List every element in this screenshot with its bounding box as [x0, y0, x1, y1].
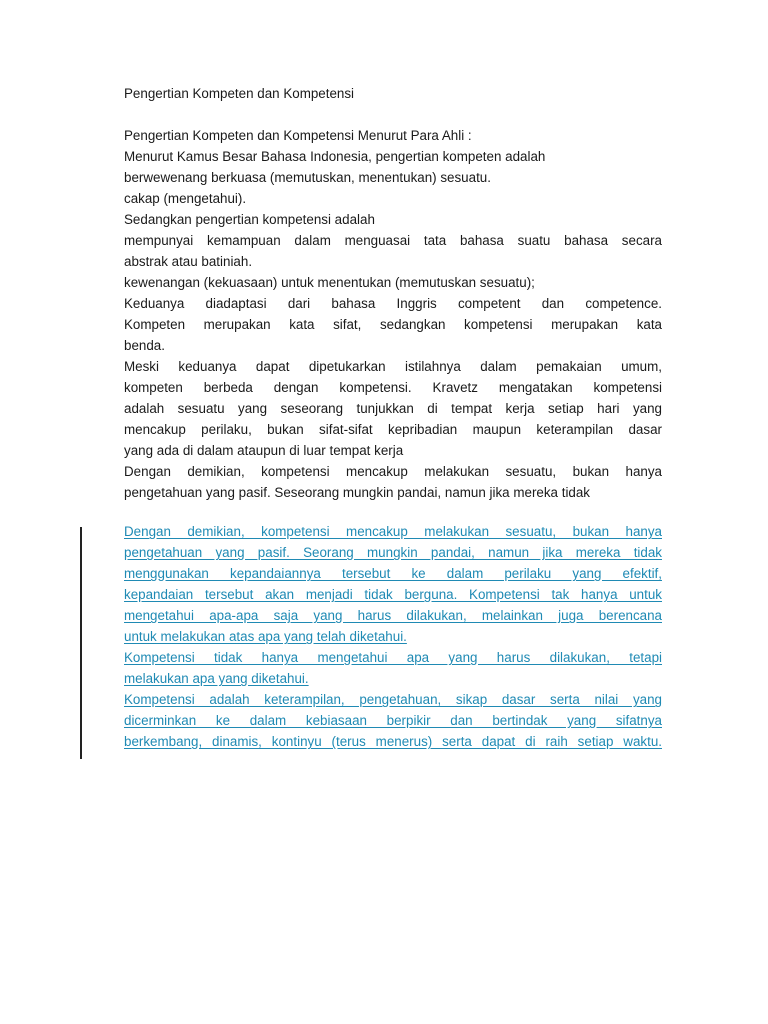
link-line[interactable]: dicerminkan ke dalam kebiasaan berpikir dan bertindak yang sifatnya — [124, 713, 662, 728]
paragraph-line: Sedangkan pengertian kompetensi adalah — [124, 212, 375, 227]
change-bar — [80, 527, 82, 759]
paragraph-line: kompeten berbeda dengan kompetensi. Kravetz mengatakan kompetensi — [124, 380, 662, 395]
paragraph-line: Kompeten merupakan kata sifat, sedangkan kompetensi merupakan kata — [124, 317, 662, 332]
paragraph-line: mempunyai kemampuan dalam menguasai tata bahasa suatu bahasa secara — [124, 233, 662, 248]
link-line[interactable]: untuk melakukan atas apa yang telah diketahui. — [124, 629, 407, 644]
document-page — [124, 83, 662, 752]
link-line[interactable]: Dengan demikian, kompetensi mencakup melakukan sesuatu, bukan hanya — [124, 524, 662, 539]
paragraph-line: benda. — [124, 338, 165, 353]
link-line[interactable]: melakukan apa yang diketahui. — [124, 671, 309, 686]
link-line[interactable]: mengetahui apa-apa saja yang harus dilakukan, melainkan juga berencana — [124, 608, 662, 623]
link-line[interactable]: berkembang, dinamis, kontinyu (terus menerus) serta dapat di raih setiap waktu. — [124, 734, 662, 749]
paragraph-line: Dengan demikian, kompetensi mencakup melakukan sesuatu, bukan hanya — [124, 464, 662, 479]
paragraph-line: berwewenang berkuasa (memutuskan, menentukan) sesuatu. — [124, 170, 491, 185]
link-line[interactable]: menggunakan kepandaiannya tersebut ke dalam perilaku yang efektif, — [124, 566, 662, 581]
paragraph-line: Pengertian Kompeten dan Kompetensi Menurut Para Ahli : — [124, 128, 472, 143]
link-line[interactable]: pengetahuan yang pasif. Seorang mungkin pandai, namun jika mereka tidak — [124, 545, 662, 560]
paragraph-line: Meski keduanya dapat dipetukarkan istilahnya dalam pemakaian umum, — [124, 359, 662, 374]
paragraph-line: Keduanya diadaptasi dari bahasa Inggris competent dan competence. — [124, 296, 662, 311]
paragraph-line: pengetahuan yang pasif. Seseorang mungkin pandai, namun jika mereka tidak — [124, 485, 591, 500]
body-text — [124, 125, 662, 503]
link-line[interactable]: kepandaian tersebut akan menjadi tidak berguna. Kompetensi tak hanya untuk — [124, 587, 662, 602]
paragraph-line: yang ada di dalam ataupun di luar tempat kerja — [124, 443, 404, 458]
hyperlinked-text — [124, 521, 662, 752]
paragraph-line: mencakup perilaku, bukan sifat-sifat kepribadian maupun keterampilan dasar — [124, 422, 662, 437]
paragraph-line: adalah sesuatu yang seseorang tunjukkan di tempat kerja setiap hari yang — [124, 401, 662, 416]
paragraph-line: Menurut Kamus Besar Bahasa Indonesia, pengertian kompeten adalah — [124, 149, 546, 164]
link-line[interactable]: Kompetensi adalah keterampilan, pengetahuan, sikap dasar serta nilai yang — [124, 692, 662, 707]
paragraph-line: kewenangan (kekuasaan) untuk menentukan (memutuskan sesuatu); — [124, 275, 535, 290]
link-line[interactable]: Kompetensi tidak hanya mengetahui apa yang harus dilakukan, tetapi — [124, 650, 662, 665]
paragraph-line: abstrak atau batiniah. — [124, 254, 253, 269]
paragraph-line: cakap (mengetahui). — [124, 191, 247, 206]
document-title: Pengertian Kompeten dan Kompetensi — [124, 86, 355, 101]
